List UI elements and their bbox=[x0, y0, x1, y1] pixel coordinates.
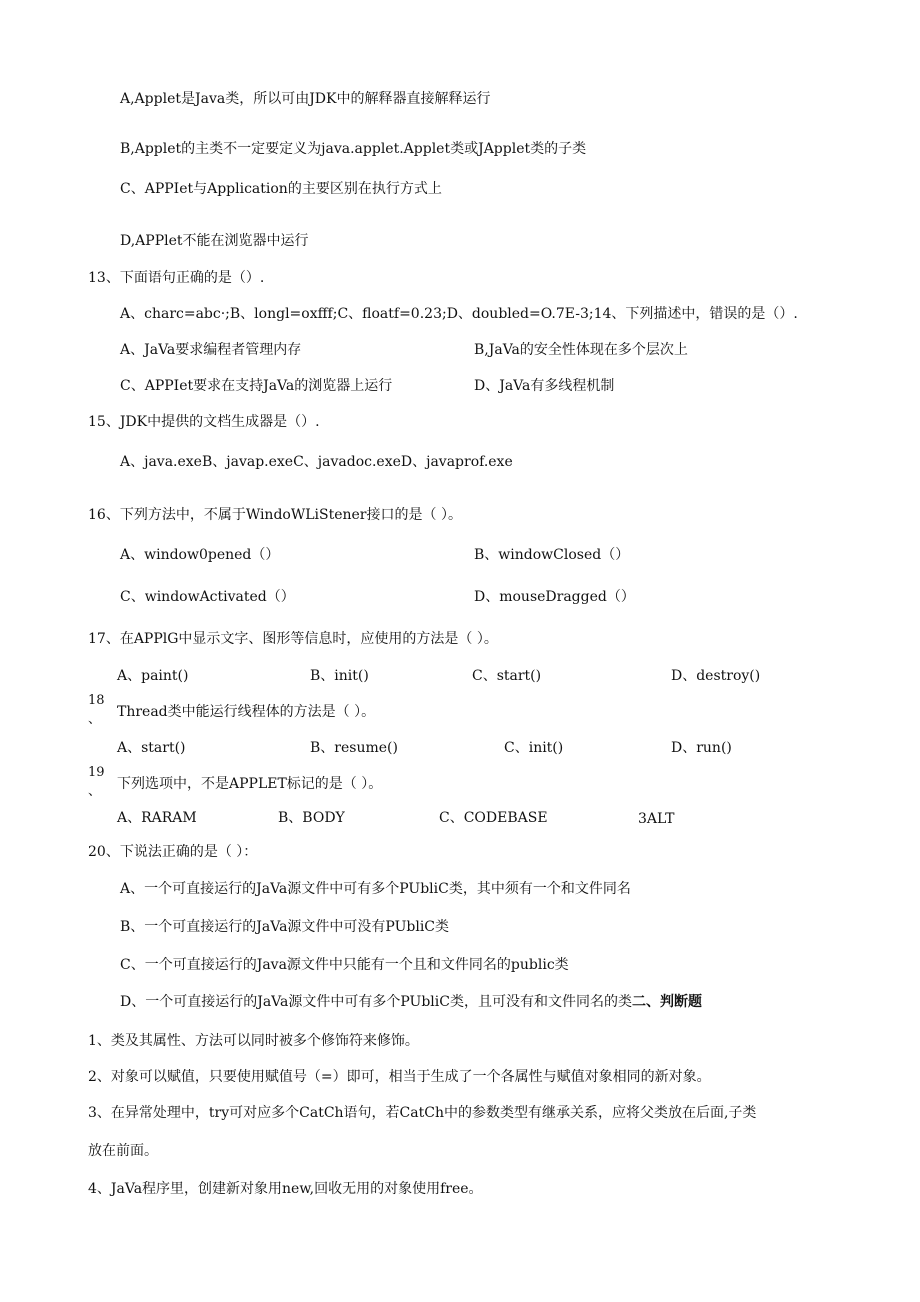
q13-options: A、charc=abc·;B、longl=oxfff;C、floatf=0.23;D、doubled=O.7E-3;14、下列描述中，错误的是（）. bbox=[120, 306, 798, 322]
q17-option-d: D、destroy() bbox=[671, 668, 761, 684]
q18-stem: Thread类中能运行线程体的方法是（ ）。 bbox=[117, 704, 376, 720]
q18-number: 18 bbox=[88, 693, 105, 708]
q20-stem: 20、下说法正确的是（ ）： bbox=[88, 844, 258, 860]
q12-option-b: B,Applet的主类不一定要定义为java.applet.Applet类或JApplet类的子类 bbox=[120, 141, 587, 157]
q12-option-c: C、APPIet与Application的主要区别在执行方式上 bbox=[120, 181, 442, 197]
q18-option-d: D、run() bbox=[671, 740, 732, 756]
q16-option-d: D、mouseDragged（） bbox=[474, 589, 635, 605]
q18-number-separator: 、 bbox=[88, 712, 102, 727]
q18-option-a: A、start() bbox=[117, 740, 186, 756]
judgment-item-3-line-2: 放在前面。 bbox=[88, 1143, 158, 1159]
q20-option-d-row bbox=[120, 993, 702, 1011]
q13-stem: 13、下面语句正确的是（）. bbox=[88, 270, 265, 286]
section-heading-judgment: 二、判断题 bbox=[631, 994, 702, 1010]
q17-option-c: C、start() bbox=[472, 668, 542, 684]
judgment-item-1: 1、类及其属性、方法可以同时被多个修饰符来修饰。 bbox=[88, 1033, 419, 1049]
q15-options: A、java.exeB、javap.exeC、javadoc.exeD、javaprof.exe bbox=[120, 454, 513, 470]
q14-option-b: B,JaVa的安全性体现在多个层次上 bbox=[474, 342, 688, 358]
q20-option-b: B、一个可直接运行的JaVa源文件中可没有PUbliC类 bbox=[120, 919, 450, 935]
q19-number-separator: 、 bbox=[88, 784, 102, 799]
q17-option-a: A、paint() bbox=[117, 668, 189, 684]
q20-option-a: A、一个可直接运行的JaVa源文件中可有多个PUbliC类，其中须有一个和文件同名 bbox=[120, 881, 631, 897]
q14-option-d: D、JaVa有多线程机制 bbox=[474, 378, 615, 394]
q19-number: 19 bbox=[88, 765, 105, 780]
q16-stem: 16、下列方法中，不属于WindoWLiStener接口的是（ ）。 bbox=[88, 507, 462, 523]
q14-option-c: C、APPIet要求在支持JaVa的浏览器上运行 bbox=[120, 378, 393, 394]
q19-stem: 下列选项中，不是APPLET标记的是（ ）。 bbox=[117, 776, 383, 792]
q18-option-c: C、init() bbox=[504, 740, 564, 756]
q14-option-a: A、JaVa要求编程者管理内存 bbox=[120, 342, 302, 358]
judgment-item-2: 2、对象可以赋值，只要使用赋值号（=）即可，相当于生成了一个各属性与赋值对象相同的新对象。 bbox=[88, 1069, 711, 1085]
judgment-item-3-line-1: 3、在异常处理中，try可对应多个CatCh语句，若CatCh中的参数类型有继承关系，应将父类放在后面,子类 bbox=[88, 1105, 757, 1121]
q15-stem: 15、JDK中提供的文档生成器是（）. bbox=[88, 414, 320, 430]
q20-option-d: D、一个可直接运行的JaVa源文件中可有多个PUbliC类，且可没有和文件同名的类 bbox=[120, 994, 632, 1010]
q19-option-c: C、CODEBASE bbox=[439, 810, 548, 826]
q17-option-b: B、init() bbox=[310, 668, 369, 684]
q19-option-a: A、RARAM bbox=[117, 810, 197, 826]
q12-option-d: D,APPlet不能在浏览器中运行 bbox=[120, 233, 309, 249]
q19-option-b: B、BODY bbox=[278, 810, 345, 826]
q20-option-c: C、一个可直接运行的Java源文件中只能有一个且和文件同名的public类 bbox=[120, 957, 569, 973]
q18-option-b: B、resume() bbox=[310, 740, 398, 756]
q12-option-a: A,Applet是Java类，所以可由JDK中的解释器直接解释运行 bbox=[120, 91, 491, 107]
judgment-item-4: 4、JaVa程序里，创建新对象用new,回收无用的对象使用free。 bbox=[88, 1181, 483, 1197]
q17-stem: 17、在APPlG中显示文字、图形等信息时，应使用的方法是（ ）。 bbox=[88, 631, 498, 647]
q16-option-b: B、windowClosed（） bbox=[474, 547, 630, 563]
q16-option-a: A、window0pened（） bbox=[120, 547, 280, 563]
q19-option-d: 3ALT bbox=[638, 811, 675, 827]
q16-option-c: C、windowActivated（） bbox=[120, 589, 295, 605]
